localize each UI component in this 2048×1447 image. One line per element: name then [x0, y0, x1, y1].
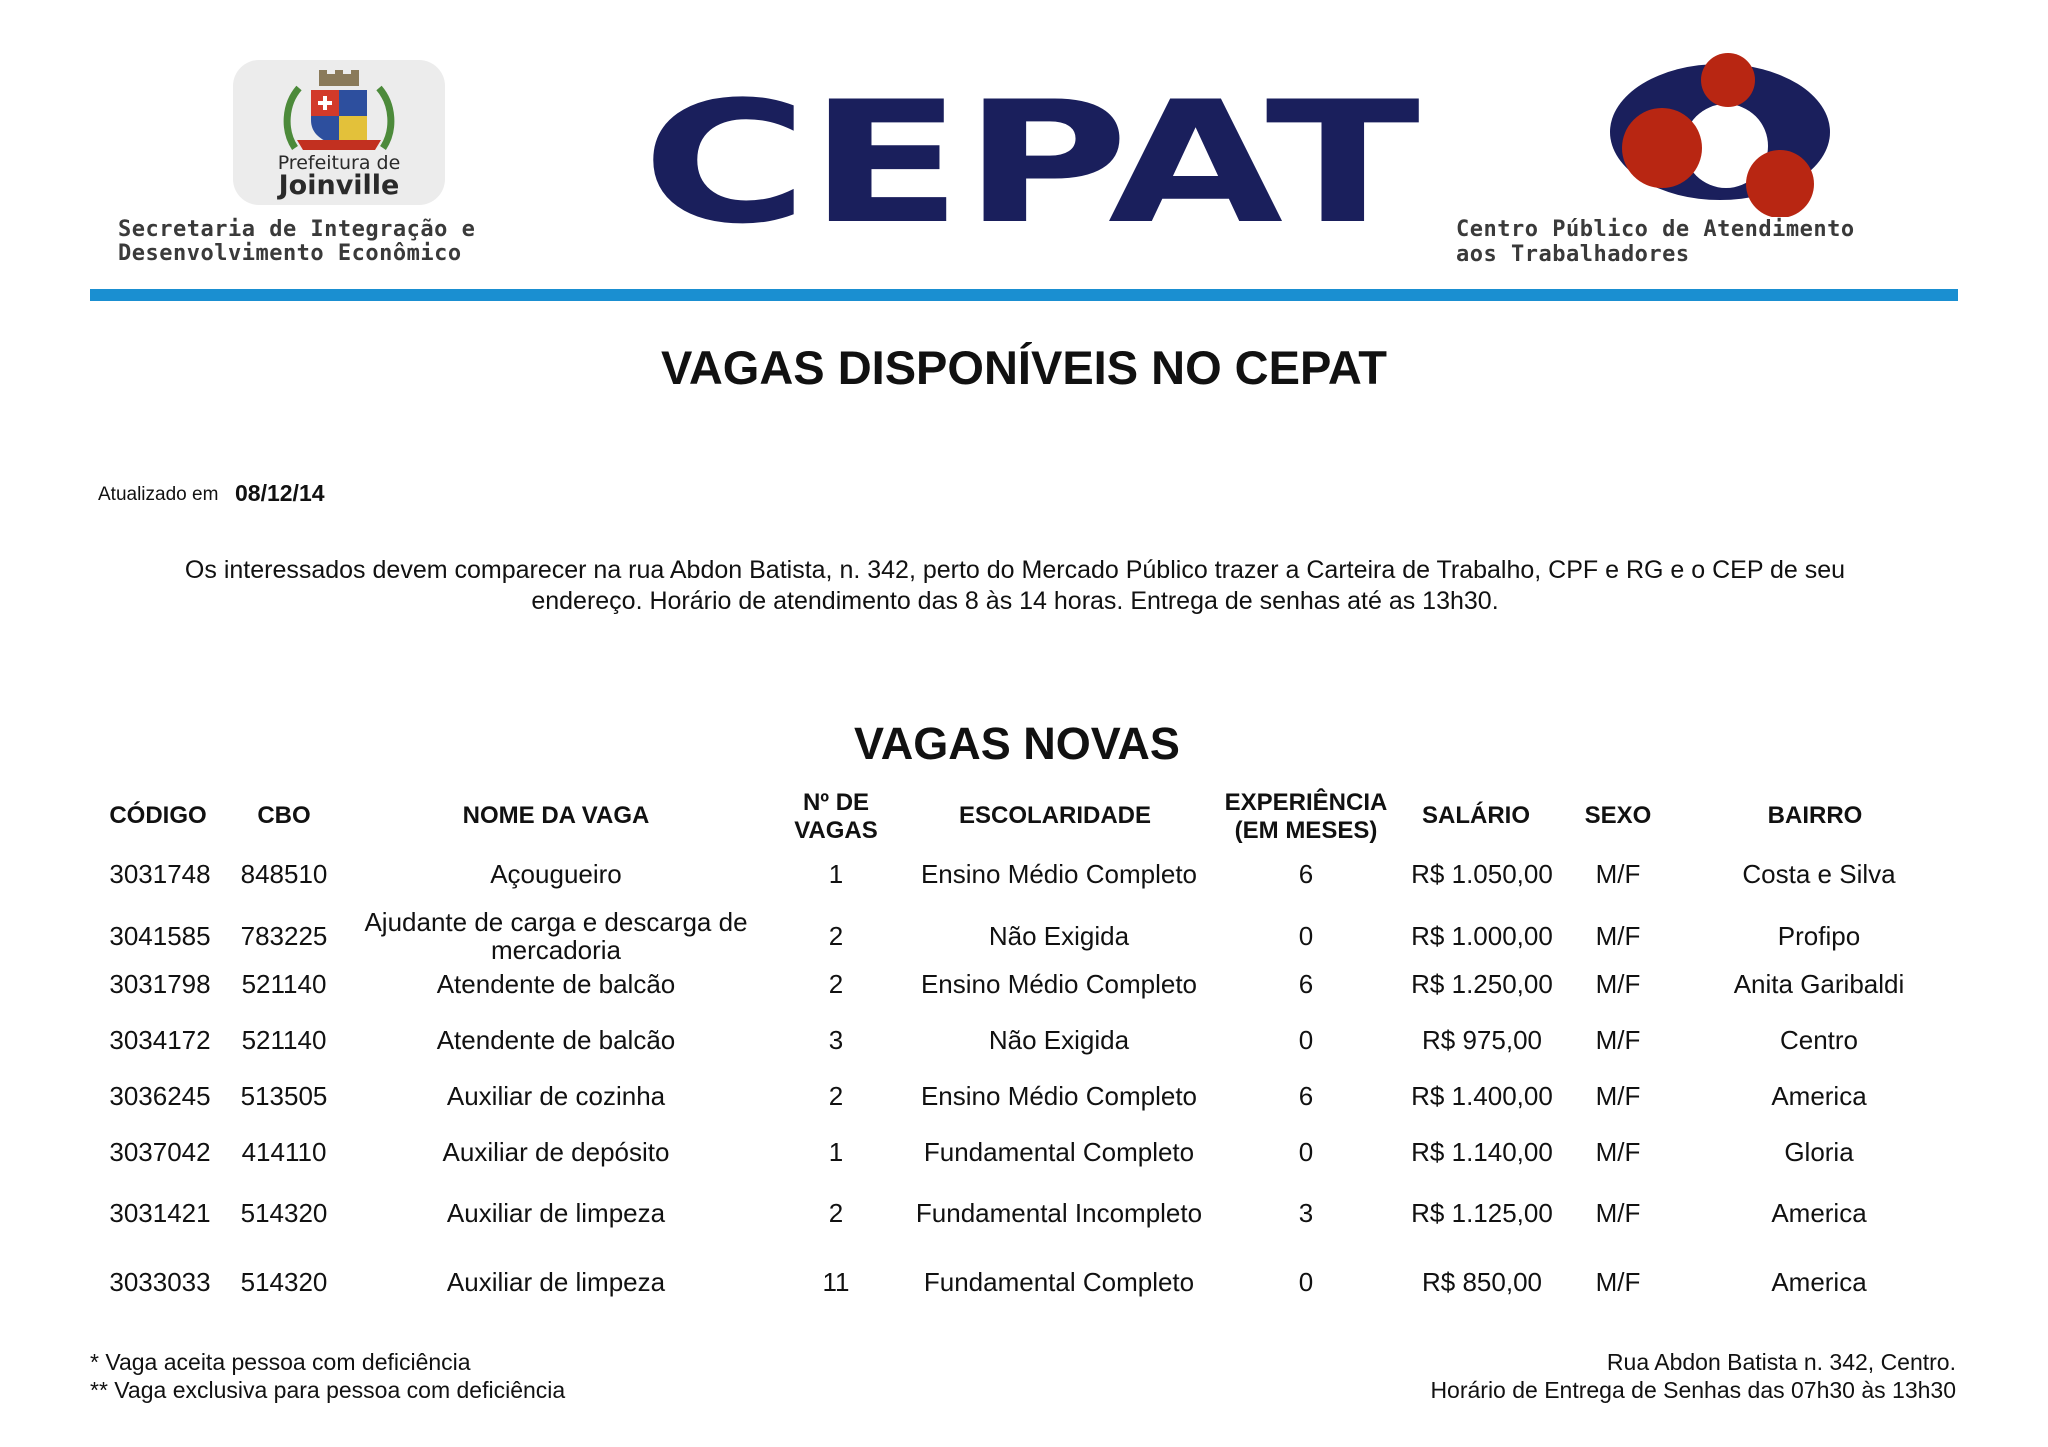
cell-codigo: 3033033	[109, 1267, 211, 1297]
cell-sexo: M/F	[1595, 1025, 1641, 1055]
header-experiencia	[1206, 786, 1406, 848]
header-escolaridade: ESCOLARIDADE	[958, 802, 1151, 829]
cell-escolaridade: Fundamental Completo	[923, 1267, 1195, 1297]
cepat-brand-text: CEPAT	[642, 92, 1420, 232]
cell-codigo: 3037042	[109, 1137, 211, 1167]
cell-salario: R$ 1.000,00	[1411, 921, 1553, 951]
cell-experiencia: 6	[1298, 1081, 1314, 1111]
cell-nome-da-vaga: Auxiliar de limpeza	[446, 1267, 666, 1297]
cell-codigo: 3034172	[109, 1025, 211, 1055]
cell-vagas: 1	[828, 859, 844, 889]
cell-sexo: M/F	[1595, 1081, 1641, 1111]
cell-vagas: 2	[828, 1198, 844, 1228]
header-divider	[90, 289, 1958, 301]
cell-codigo: 3031748	[109, 859, 211, 889]
address: Rua Abdon Batista n. 342, Centro.	[1606, 1349, 1956, 1375]
cell-experiencia: 6	[1298, 859, 1314, 889]
header-salario: SALÁRIO	[1422, 802, 1530, 829]
contact-info	[1300, 1348, 1956, 1404]
cell-cbo: 848510	[240, 859, 328, 889]
cell-bairro: America	[1771, 1267, 1867, 1297]
intro-line-2: endereço. Horário de atendimento das 8 às 14 horas. Entrega de senhas até as 13h30.	[531, 587, 1499, 615]
cell-escolaridade: Fundamental Completo	[923, 1137, 1195, 1167]
cell-codigo: 3031421	[109, 1198, 211, 1228]
cell-nome-da-vaga: Auxiliar de limpeza	[446, 1198, 666, 1228]
cell-bairro: Centro	[1779, 1025, 1859, 1055]
intro-line-1: Os interessados devem comparecer na rua Abdon Batista, n. 342, perto do Mercado Público trazer a Carteira de Trabalho, CPF e RG e o CEP de seu	[184, 556, 1846, 584]
cell-bairro: Anita Garibaldi	[1733, 969, 1905, 999]
cell-salario: R$ 1.125,00	[1411, 1198, 1553, 1228]
cell-nome-da-vaga: Açougueiro	[490, 859, 622, 889]
cell-escolaridade: Ensino Médio Completo	[920, 859, 1198, 889]
centro-name	[1456, 217, 1855, 267]
cell-salario: R$ 1.140,00	[1411, 1137, 1553, 1167]
header-vagas-line-1: Nº DE	[802, 789, 870, 816]
cell-salario: R$ 1.050,00	[1411, 859, 1553, 889]
prefeitura-label: Prefeitura de	[277, 152, 401, 174]
cell-bairro: Costa e Silva	[1742, 859, 1896, 889]
cepat-symbol-icon	[1588, 52, 1838, 217]
header-sexo: SEXO	[1584, 802, 1652, 829]
centro-line-1: Centro Público de Atendimento	[1456, 217, 1855, 242]
cell-sexo: M/F	[1595, 859, 1641, 889]
updated-label: Atualizado em	[98, 484, 219, 505]
cell-nome-da-vaga: Atendente de balcão	[436, 969, 676, 999]
cell-bairro: Profipo	[1777, 921, 1861, 951]
cell-nome-da-vaga: Atendente de balcão	[436, 1025, 676, 1055]
cell-nome-da-vaga: Auxiliar de depósito	[442, 1137, 670, 1167]
cell-salario: R$ 1.250,00	[1411, 969, 1553, 999]
cell-sexo: M/F	[1595, 1137, 1641, 1167]
cell-experiencia: 3	[1298, 1198, 1314, 1228]
cell-salario: R$ 850,00	[1422, 1267, 1542, 1297]
cell-cbo: 783225	[240, 921, 328, 951]
cell-salario: R$ 1.400,00	[1411, 1081, 1553, 1111]
cell-cbo: 513505	[240, 1081, 328, 1111]
cell-vagas: 2	[828, 1081, 844, 1111]
cell-codigo: 3036245	[109, 1081, 211, 1111]
cell-escolaridade: Ensino Médio Completo	[920, 1081, 1198, 1111]
cell-vagas: 2	[828, 969, 844, 999]
page-title: VAGAS DISPONÍVEIS NO CEPAT	[661, 341, 1387, 394]
coat-of-arms-icon	[281, 70, 397, 156]
cell-escolaridade: Não Exigida	[988, 921, 1130, 951]
header-numero-de-vagas	[776, 786, 896, 848]
cell-bairro: America	[1771, 1198, 1867, 1228]
cell-bairro: America	[1771, 1081, 1867, 1111]
cepat-wordmark	[642, 92, 1422, 232]
cell-vagas: 1	[828, 1137, 844, 1167]
cell-vagas: 11	[822, 1267, 850, 1297]
cell-cbo: 414110	[241, 1137, 327, 1167]
cell-nome-da-vaga: Ajudante de carga e descarga de mercadoria	[364, 907, 748, 965]
cell-escolaridade: Não Exigida	[988, 1025, 1130, 1055]
cell-sexo: M/F	[1595, 969, 1641, 999]
header-bairro: BAIRRO	[1767, 802, 1863, 829]
cell-cbo: 521140	[241, 1025, 327, 1055]
cell-salario: R$ 975,00	[1422, 1025, 1542, 1055]
header-cbo: CBO	[257, 802, 311, 829]
intro-paragraph	[100, 555, 1930, 617]
joinville-label: Joinville	[278, 170, 400, 201]
opening-hours: Horário de Entrega de Senhas das 07h30 às 13h30	[1430, 1377, 1956, 1403]
cell-bairro: Gloria	[1784, 1137, 1854, 1167]
cell-experiencia: 0	[1298, 1267, 1314, 1297]
cell-experiencia: 6	[1298, 969, 1314, 999]
cell-vagas: 3	[828, 1025, 844, 1055]
header-exp-line-2: (EM MESES)	[1234, 817, 1378, 844]
cell-escolaridade: Fundamental Incompleto	[915, 1198, 1203, 1228]
cell-cbo: 514320	[240, 1198, 328, 1228]
cell-sexo: M/F	[1595, 1267, 1641, 1297]
section-title: VAGAS NOVAS	[854, 718, 1180, 769]
updated-date: 08/12/14	[235, 480, 325, 506]
cell-codigo: 3031798	[109, 969, 211, 999]
cell-experiencia: 0	[1298, 1137, 1314, 1167]
cell-sexo: M/F	[1595, 921, 1641, 951]
footnote-pcd-exclusive: ** Vaga exclusiva para pessoa com deficiência	[90, 1377, 566, 1403]
cell-nome-da-vaga: Auxiliar de cozinha	[446, 1081, 666, 1111]
cell-cbo: 514320	[240, 1267, 328, 1297]
header-nome-da-vaga: NOME DA VAGA	[462, 802, 650, 829]
cell-experiencia: 0	[1298, 921, 1314, 951]
cell-experiencia: 0	[1298, 1025, 1314, 1055]
secretaria-line-1: Secretaria de Integração e	[118, 217, 476, 242]
centro-line-2: aos Trabalhadores	[1456, 242, 1690, 267]
secretaria-name	[118, 218, 475, 266]
footnotes	[90, 1348, 565, 1404]
cell-cbo: 521140	[241, 969, 327, 999]
cell-sexo: M/F	[1595, 1198, 1641, 1228]
cell-escolaridade: Ensino Médio Completo	[920, 969, 1198, 999]
footnote-pcd-accepted: * Vaga aceita pessoa com deficiência	[90, 1349, 471, 1375]
header-exp-line-1: EXPERIÊNCIA	[1224, 789, 1388, 816]
header-vagas-line-2: VAGAS	[794, 817, 878, 844]
cell-codigo: 3041585	[109, 921, 211, 951]
prefeitura-logo	[233, 60, 445, 205]
header-codigo: CÓDIGO	[109, 802, 207, 829]
cell-vagas: 2	[828, 921, 844, 951]
secretaria-line-2: Desenvolvimento Econômico	[118, 241, 462, 266]
